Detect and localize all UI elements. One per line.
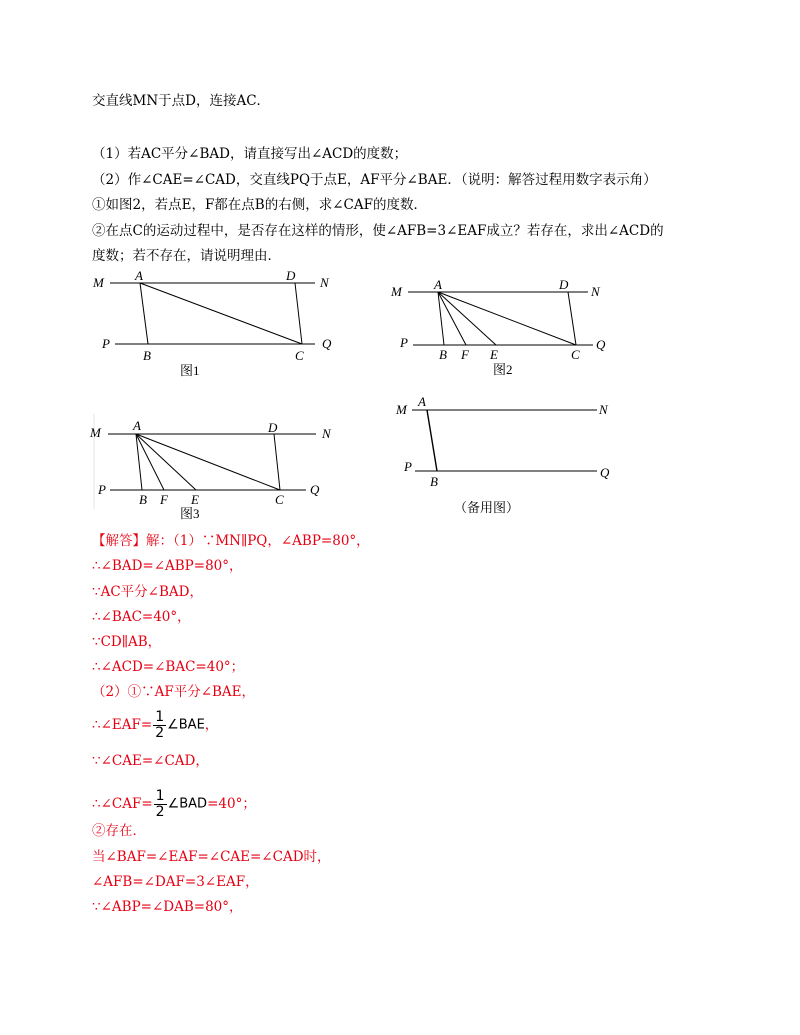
fig1-label-M: M (93, 275, 104, 290)
figure-3 (88, 414, 358, 524)
solution-line-4: ∴∠BAC=40°， (92, 609, 191, 625)
angle-bae: ∠BAE (167, 717, 205, 733)
fig4-label-B: B (430, 474, 438, 489)
fig3-label-A: A (133, 418, 141, 433)
figure-4 (392, 392, 632, 522)
problem-line-0: 交直线MN于点D，连接AC． (92, 93, 271, 109)
question-1: （1）若AC平分∠BAD，请直接写出∠ACD的度数； (92, 146, 408, 162)
fig3-label-E: E (191, 492, 199, 507)
fig2-label-Q: Q (596, 337, 606, 352)
fig3-label-P: P (98, 482, 106, 497)
question-2-part-2a: ②在点C的运动过程中，是否存在这样的情形，使∠AFB=3∠EAF成立？若存在，求出∠ACD的 (92, 223, 664, 239)
fig3-label-D: D (268, 420, 278, 435)
fig3-label-N: N (322, 426, 331, 441)
fraction-one-half (154, 789, 167, 820)
fig2-caption: 图2 (493, 362, 513, 377)
solution-line-10 (92, 787, 256, 822)
fig3-label-B: B (139, 492, 147, 507)
fig3-label-Q: Q (310, 482, 320, 497)
solution-line-9: ∵∠CAE=∠CAD， (92, 753, 209, 769)
solution-line-8-suffix: ， (204, 717, 219, 733)
fig3-label-F: F (160, 492, 168, 507)
solution-line-2: ∴∠BAD=∠ABP=80°， (92, 558, 243, 574)
fig4-label-Q: Q (600, 465, 610, 480)
fig2-label-B: B (439, 347, 447, 362)
fig2-label-N: N (591, 284, 600, 299)
fig2-label-F: F (461, 347, 469, 362)
question-2-part-1: ①如图2，若点E，F都在点B的右侧，求∠CAF的度数． (92, 197, 427, 213)
fig4-label-P: P (404, 459, 412, 474)
fraction-denominator: 2 (155, 725, 165, 741)
fig4-label-A: A (418, 394, 426, 409)
figure-1 (90, 268, 350, 383)
angle-bad: ∠BAD (167, 796, 208, 812)
solution-line-1: 【解答】解：（1）∵MN∥PQ，∠ABP=80°， (92, 533, 370, 549)
fraction-numerator: 1 (155, 788, 165, 804)
solution-line-10-suffix: =40°； (207, 796, 256, 812)
fig2-label-M: M (391, 284, 402, 299)
solution-line-8-prefix: ∴∠EAF= (92, 717, 153, 733)
fig3-label-C: C (275, 492, 284, 507)
fraction-one-half (153, 710, 166, 741)
fraction-numerator: 1 (155, 709, 165, 725)
solution-line-7: （2）①∵AF平分∠BAE， (92, 684, 256, 700)
fig1-label-Q: Q (322, 336, 332, 351)
fig1-caption: 图1 (180, 363, 200, 378)
fig1-label-C: C (295, 348, 304, 363)
solution-line-10-prefix: ∴∠CAF= (92, 796, 153, 812)
fig2-label-P: P (400, 335, 408, 350)
solution-line-11: ②存在． (92, 823, 146, 839)
fig1-label-B: B (143, 348, 151, 363)
question-2-part-2b: 度数；若不存在，请说明理由． (92, 248, 281, 264)
fig1-label-A: A (135, 268, 143, 283)
fig2-label-D: D (559, 277, 569, 292)
fig4-label-M: M (396, 402, 407, 417)
solution-line-5: ∵CD∥AB， (92, 634, 162, 650)
fig3-label-M: M (90, 425, 101, 440)
solution-line-13: ∠AFB=∠DAF=3∠EAF， (92, 874, 259, 890)
fig3-caption: 图3 (180, 506, 200, 521)
fig2-label-C: C (571, 347, 580, 362)
solution-line-12: 当∠BAF=∠EAF=∠CAE=∠CAD时， (92, 849, 331, 865)
fig4-caption: （备用图） (454, 500, 520, 515)
figure-2 (388, 275, 628, 380)
fig1-label-N: N (320, 275, 329, 290)
fig1-label-P: P (102, 336, 110, 351)
solution-line-6: ∴∠ACD=∠BAC=40°； (92, 659, 245, 675)
fraction-denominator: 2 (155, 804, 165, 820)
fig1-label-D: D (286, 268, 296, 283)
question-2: （2）作∠CAE=∠CAD，交直线PQ于点E，AF平分∠BAE．（说明：解答过程用数字表示角） (92, 172, 657, 188)
solution-line-8 (92, 708, 218, 743)
fig4-label-N: N (599, 402, 608, 417)
solution-line-14: ∵∠ABP=∠DAB=80°， (92, 899, 243, 915)
fig2-label-E: E (490, 347, 498, 362)
solution-line-3: ∵AC平分∠BAD， (92, 584, 203, 600)
fig2-label-A: A (434, 277, 442, 292)
